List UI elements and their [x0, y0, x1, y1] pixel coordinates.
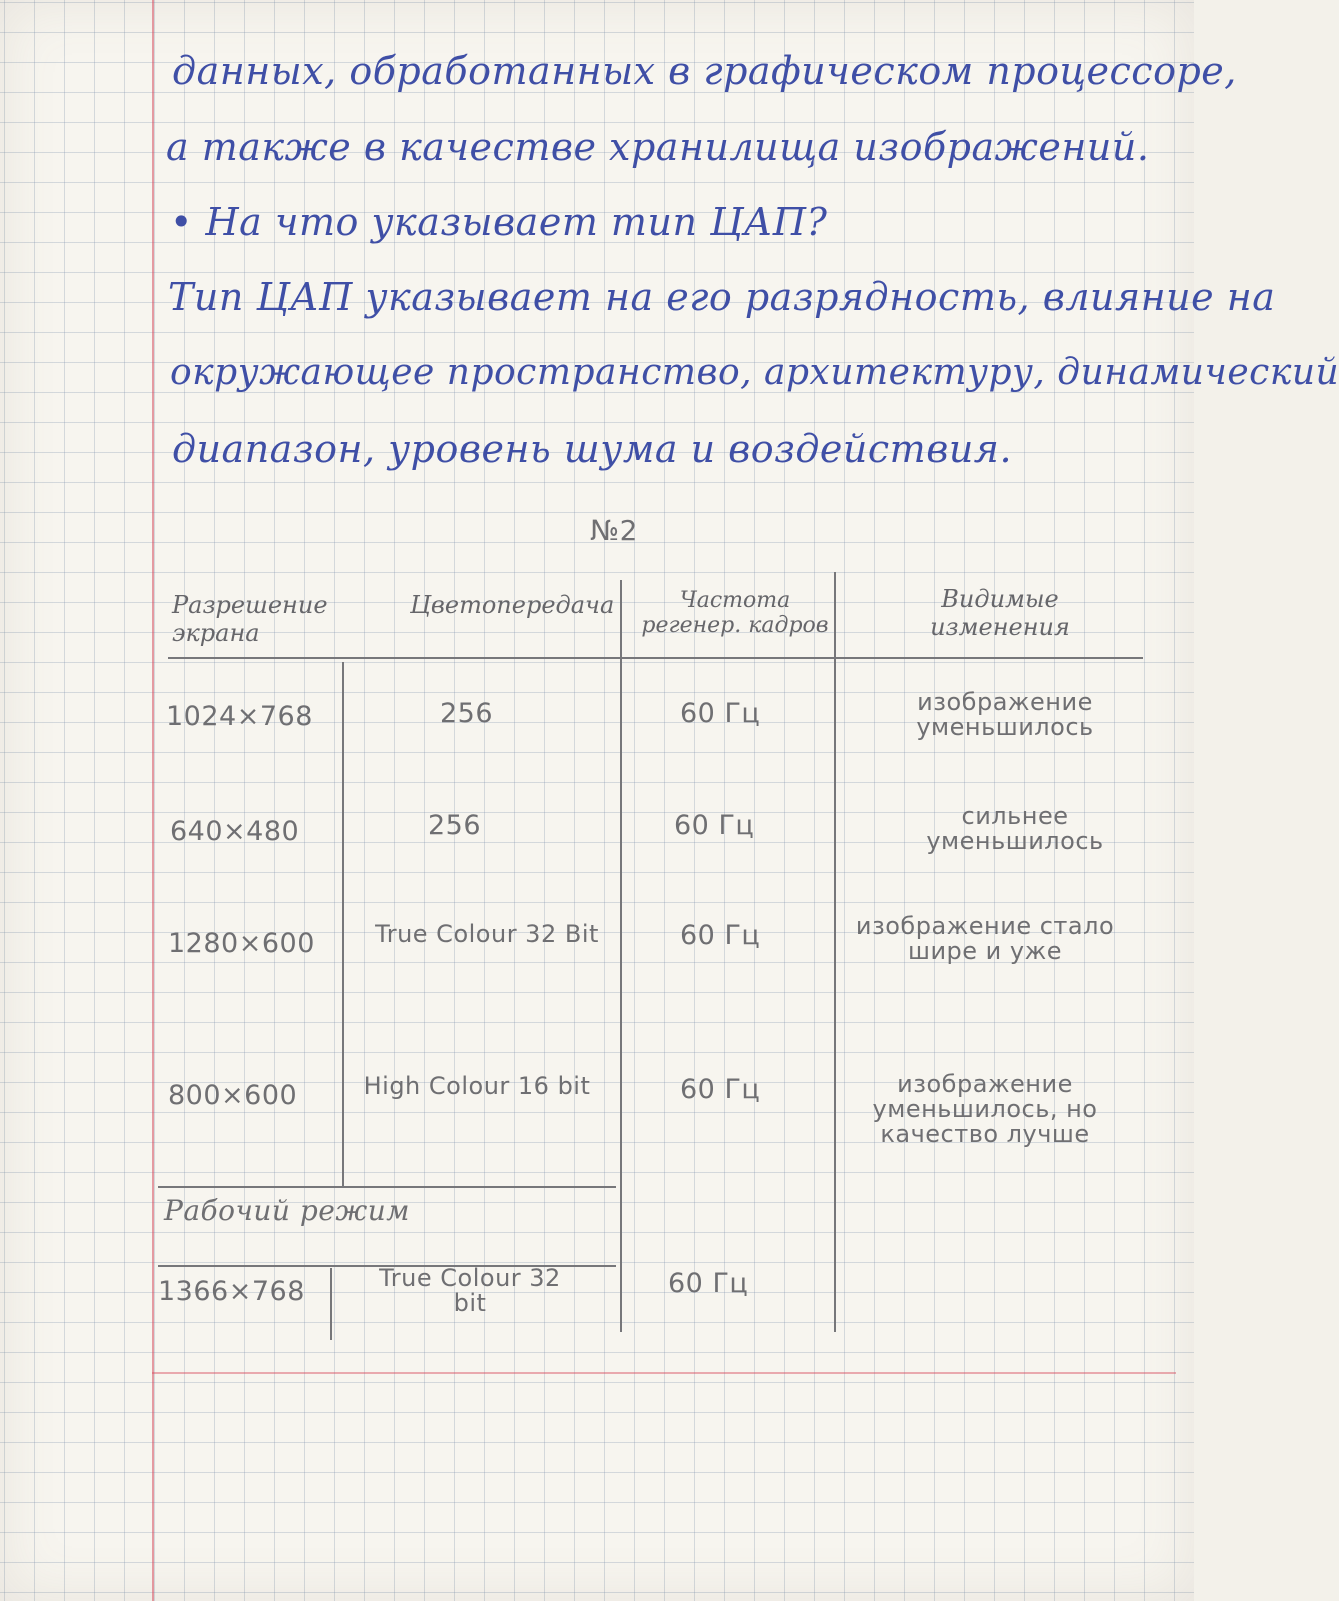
table-working-mode-rule-top [158, 1186, 616, 1188]
table-header-rule [168, 657, 1143, 659]
row1-change: изображение уменьшилось [916, 688, 1094, 742]
header-resolution: Разрешение экрана [172, 591, 328, 647]
header-color: Цветопередача [410, 591, 615, 619]
table-col-divider-1 [342, 662, 344, 1187]
answer-line-1: Тип ЦАП указывает на его разрядность, влияние на [168, 275, 1276, 319]
row2-resolution: 640×480 [170, 816, 300, 847]
bottom-margin-line [152, 1372, 1176, 1374]
table-col-divider-3 [834, 572, 836, 1332]
row4-resolution: 800×600 [168, 1080, 298, 1111]
working-resolution: 1366×768 [158, 1276, 305, 1307]
row1-resolution: 1024×768 [166, 701, 313, 732]
row2-color: 256 [428, 810, 482, 841]
header-frequency: Частота регенер. кадров [641, 588, 829, 639]
row3-change: изображение стало шире и уже [855, 912, 1115, 966]
row2-change: сильнее уменьшилось [926, 802, 1104, 856]
table-col-divider-2 [620, 580, 622, 1332]
working-color: True Colour 32 bit [379, 1264, 561, 1318]
margin-line [152, 0, 154, 1601]
answer-line-2: окружающее пространство, архитектуру, динамический [170, 352, 1339, 393]
table-col-divider-working [330, 1268, 332, 1340]
row1-freq: 60 Гц [680, 698, 761, 729]
row4-freq: 60 Гц [680, 1074, 761, 1105]
row1-color: 256 [440, 698, 494, 729]
row4-change: изображение уменьшилось, но качество лучше [872, 1070, 1098, 1149]
note-line-1: данных, обработанных в графическом процессоре, [172, 49, 1237, 93]
note-line-2: а также в качестве хранилища изображений. [166, 125, 1150, 169]
header-visible-changes: Видимые изменения [930, 585, 1070, 641]
row2-freq: 60 Гц [674, 810, 755, 841]
answer-line-3: диапазон, уровень шума и воздействия. [172, 427, 1013, 471]
working-mode-label: Рабочий режим [164, 1194, 410, 1227]
question-line: • На что указывает тип ЦАП? [170, 200, 828, 244]
row4-color: High Colour 16 bit [363, 1072, 591, 1100]
row3-resolution: 1280×600 [168, 928, 315, 959]
working-freq: 60 Гц [668, 1268, 749, 1299]
section-number: №2 [590, 514, 638, 547]
row3-freq: 60 Гц [680, 920, 761, 951]
row3-color: True Colour 32 Bit [375, 920, 599, 948]
